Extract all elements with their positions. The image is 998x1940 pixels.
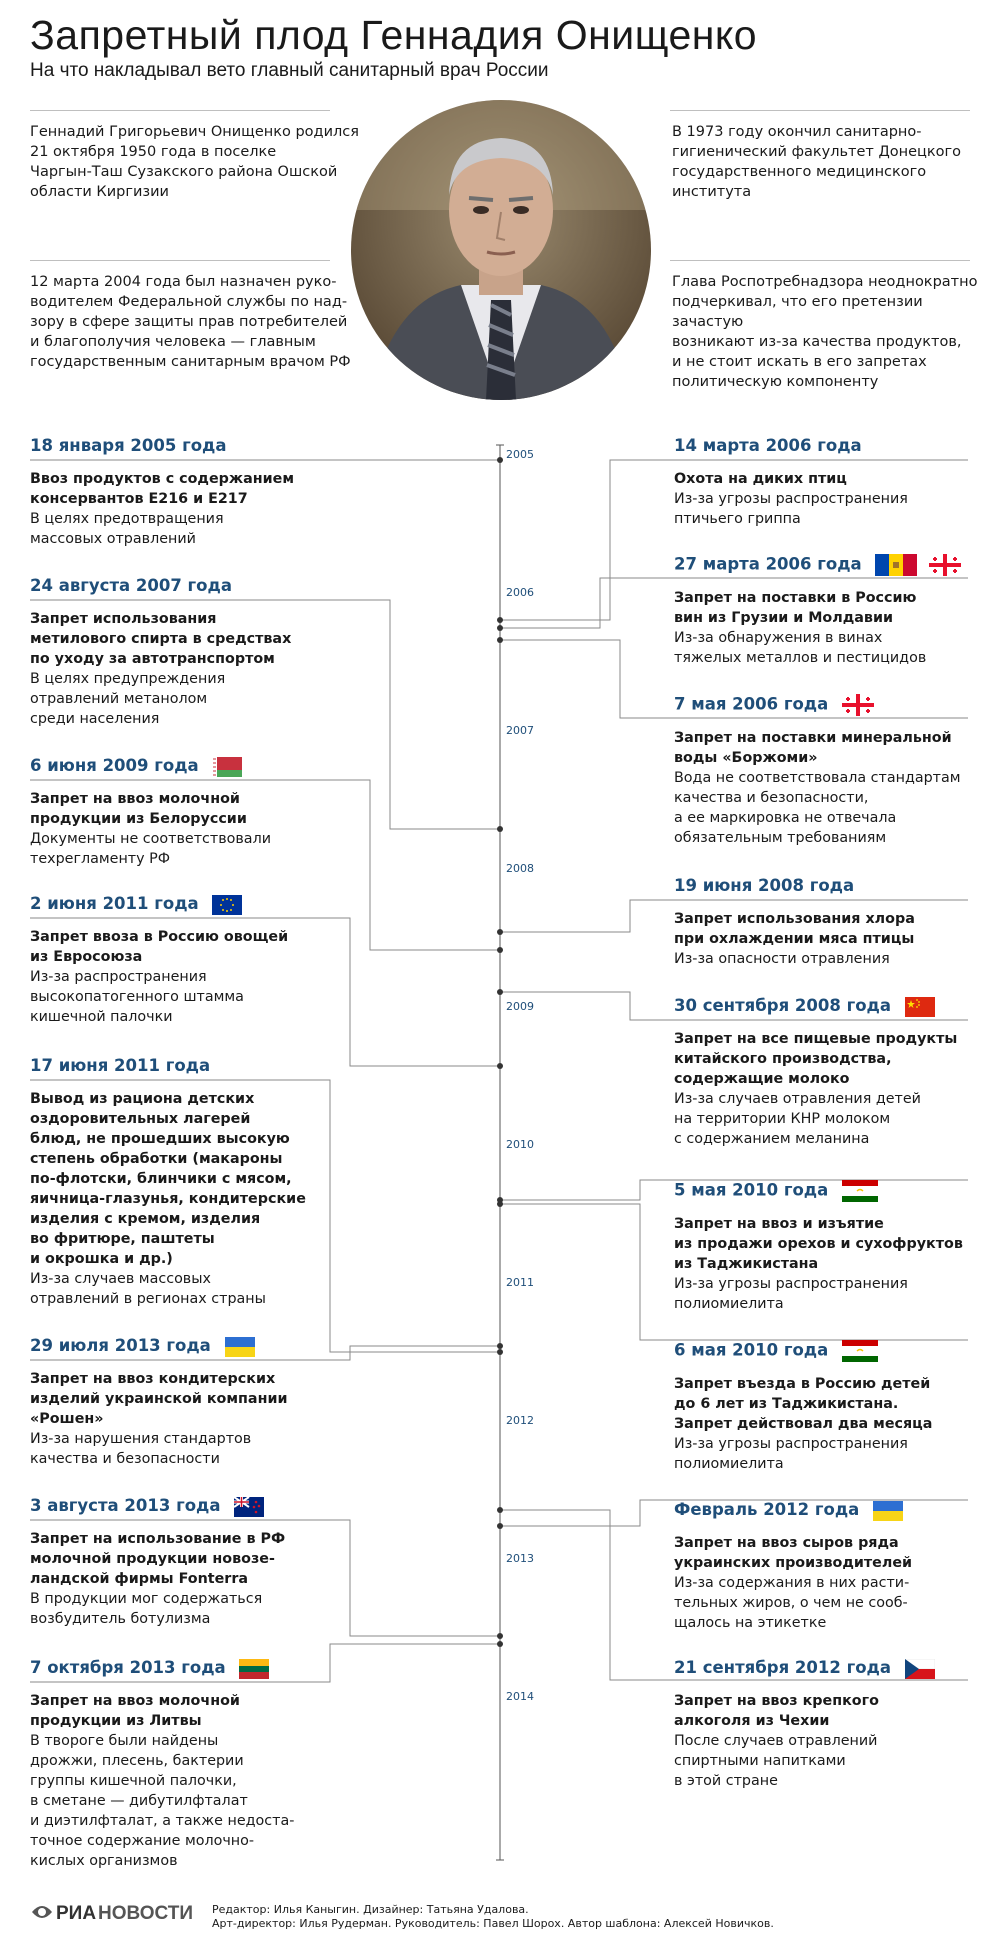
entry-headline: Вывод из рациона детских оздоровительных лагерей блюд, не прошедших высокую степень обработки (макароны по-флотски, блинчики с мясом, яичница-глазунья, кондитерские изделия с кремом, изделия во фритюре, паштеты и окрошка и др.) [30,1091,306,1267]
entry-description: Из-за угрозы распространения птичьего гриппа [674,491,908,527]
entry-description: Из-за опасности отравления [674,951,890,967]
entry-date [30,894,288,915]
ban-entry-right [674,1500,912,1633]
ban-entry-right [674,1658,935,1791]
entry-headline: Запрет на ввоз молочной продукции из Литвы [30,1692,240,1729]
entry-description: В твороге были найдены дрожжи, плесень, бактерии группы кишечной палочки, в сметане — дибутилфталат и диэтилфталат, а также недоста- точное содержание молочно- кислых организмов [30,1732,295,1869]
entry-description: Вода не соответствовала стандартам качества и безопасности, а ее маркировка не отвечала обязательным требованиям [674,770,961,846]
bio-education: В 1973 году окончил санитарно- гигиенический факультет Донецкого государственного медицинского института [672,124,962,200]
year-label: 2009 [506,1000,534,1013]
lithuania-flag-icon [239,1659,269,1679]
year-label: 2008 [506,862,534,875]
entry-headline: Запрет въезда в Россию детей до 6 лет из Таджикистана. Запрет действовал два месяца [674,1376,933,1432]
entry-headline: Запрет на ввоз молочной продукции из Белоруссии [30,790,247,827]
entry-description: В целях предупреждения отравлений метанолом среди населения [30,671,226,727]
georgia-flag-icon [842,694,874,716]
year-label: 2006 [506,586,534,599]
entry-date-text: 7 мая 2006 года [674,694,829,714]
ban-entry-right [674,1180,963,1314]
ban-entry-left [30,756,271,869]
china-flag-icon [905,997,935,1017]
entry-date: 24 августа 2007 года [30,576,232,595]
page-title: Запретный плод Геннадия Онищенко [30,12,758,58]
ban-entry-left [30,576,291,729]
year-label: 2012 [506,1414,534,1427]
entry-headline: Запрет использования хлора при охлаждении мяса птицы [674,911,915,947]
entry-date-text: 21 сентября 2012 года [674,1658,891,1677]
entry-description: Из-за распространения высокопатогенного штамма кишечной палочки [30,968,244,1025]
entry-headline: Охота на диких птиц [674,471,847,487]
entry-headline: Запрет использования метилового спирта в средствах по уходу за автотранспортом [30,611,292,667]
entry-headline: Запрет на все пищевые продукты китайского производства, содержащие молоко [674,1030,958,1087]
entry-description: В целях предотвращения массовых отравлений [30,511,224,547]
tajikistan-flag-icon [842,1180,878,1202]
ban-entry-right [674,876,915,969]
entry-date-text: 3 августа 2013 года [30,1496,221,1515]
entry-description: Из-за угрозы распространения полиомиелита [674,1436,908,1472]
ban-entry-left [30,1496,285,1629]
entry-description: Из-за содержания в них расти- тельных жиров, о чем не сооб- щалось на этикетке [674,1574,910,1631]
entry-headline: Запрет на ввоз сыров ряда украинских производителей [674,1534,913,1571]
entry-headline: Запрет на ввоз и изъятие из продажи орехов и сухофруктов из Таджикистана [674,1216,963,1272]
entry-date: 17 июня 2011 года [30,1056,211,1075]
ban-entry-right [674,554,961,668]
logo-novosti-text: НОВОСТИ [98,1903,194,1924]
georgia-flag-icon [929,554,961,576]
czech-flag-icon [905,1659,935,1679]
bio-birth: Геннадий Григорьевич Онищенко родился 21 октября 1950 года в поселке Чаргын-Таш Сузакского района Ошской области Киргизии [30,124,359,200]
ban-entry-right [674,436,908,529]
entry-date [674,554,961,576]
entry-date-text: 30 сентября 2008 года [674,996,891,1015]
entry-date [674,694,961,716]
entry-date: 18 января 2005 года [30,436,227,455]
moldova-flag-icon [875,554,917,576]
entry-description: После случаев отравлений спиртными напитками в этой стране [674,1732,878,1789]
eu-flag-icon [212,895,242,915]
ban-entry-right [674,694,961,848]
entry-date [30,1496,285,1517]
ban-entry-left [30,1658,294,1871]
entry-date [674,1180,963,1202]
entry-date-text: 29 июля 2013 года [30,1336,211,1355]
entry-date: 14 марта 2006 года [674,436,862,455]
entry-headline: Запрет на поставки минеральной воды «Боржоми» [674,730,952,766]
entry-date [674,1658,935,1679]
entry-date-text: 6 июня 2009 года [30,756,199,775]
entry-headline: Запрет на ввоз кондитерских изделий украинской компании «Рошен» [30,1370,288,1427]
ria-novosti-logo [30,1900,205,1928]
ban-entry-left [30,436,294,549]
credits: Редактор: Илья Каныгин. Дизайнер: Татьяна Удалова. Арт-директор: Илья Рудерман. Руководитель: Павел Шорох. Автор шаблона: Алексей Новичков. [212,1903,774,1930]
entry-description: В продукции мог содержаться возбудитель ботулизма [30,1590,263,1627]
entry-headline: Запрет на поставки в Россию вин из Грузии и Молдавии [674,590,917,626]
logo-emblem-icon [32,1906,52,1918]
ban-entry-left [30,1056,306,1309]
page-subtitle: На что накладывал вето главный санитарный врач России [30,60,549,81]
entry-date [674,1500,912,1521]
entry-description: Из-за обнаружения в винах тяжелых металлов и пестицидов [674,630,927,666]
entry-description: Из-за случаев массовых отравлений в регионах страны [30,1271,266,1307]
bio-statement: Глава Роспотребнадзора неоднократно подчеркивал, что его претензии зачастую возникают из-за качества продуктов, и не стоит искать в его запретах политическую компоненту [672,274,978,390]
entry-date [30,1658,294,1679]
year-label: 2013 [506,1552,534,1565]
entry-description: Из-за нарушения стандартов качества и безопасности [30,1430,252,1467]
year-label: 2007 [506,724,534,737]
year-label: 2005 [506,448,534,461]
entry-date [674,1340,932,1362]
entry-date [30,1336,288,1357]
entry-headline: Ввоз продуктов с содержанием консервантов Е216 и Е217 [30,471,295,507]
entry-description: Документы не соответствовали техрегламенту РФ [30,830,272,867]
ban-entry-left [30,1336,288,1469]
entry-date-text: Февраль 2012 года [674,1500,860,1519]
entry-date: 19 июня 2008 года [674,876,855,895]
bio-appointment: 12 марта 2004 года был назначен руко- водителем Федеральной службы по над- зору в сфере защиты прав потребителей и благополучия человека — главным государственным санитарным врачом РФ [30,274,351,370]
entry-description: Из-за угрозы распространения полиомиелита [674,1276,908,1312]
year-label: 2014 [506,1690,534,1703]
entry-date-text: 5 мая 2010 года [674,1180,829,1200]
entry-headline: Запрет на использование в РФ молочной продукции новозе- ландской фирмы Fonterra [30,1530,286,1587]
ban-entry-right [674,1340,932,1474]
belarus-flag-icon [212,757,242,777]
entry-date-text: 27 марта 2006 года [674,554,862,574]
entry-date-text: 7 октября 2013 года [30,1658,226,1677]
logo-ria-text: РИА [56,1903,97,1924]
ukraine-flag-icon [873,1501,903,1521]
entry-date [30,756,271,777]
entry-date [674,996,957,1017]
entry-headline: Запрет на ввоз крепкого алкоголя из Чехии [674,1692,879,1729]
entry-description: Из-за случаев отравления детей на территории КНР молоком с содержанием меланина [674,1090,921,1147]
entry-headline: Запрет ввоза в Россию овощей из Евросоюза [30,928,289,965]
entry-date-text: 2 июня 2011 года [30,894,199,913]
ban-entry-right [674,996,957,1149]
year-label: 2010 [506,1138,534,1151]
year-label: 2011 [506,1276,534,1289]
entry-date-text: 6 мая 2010 года [674,1340,829,1360]
tajikistan-flag-icon [842,1340,878,1362]
ukraine-flag-icon [225,1337,255,1357]
newzealand-flag-icon [234,1497,264,1517]
ban-entry-left [30,894,288,1027]
